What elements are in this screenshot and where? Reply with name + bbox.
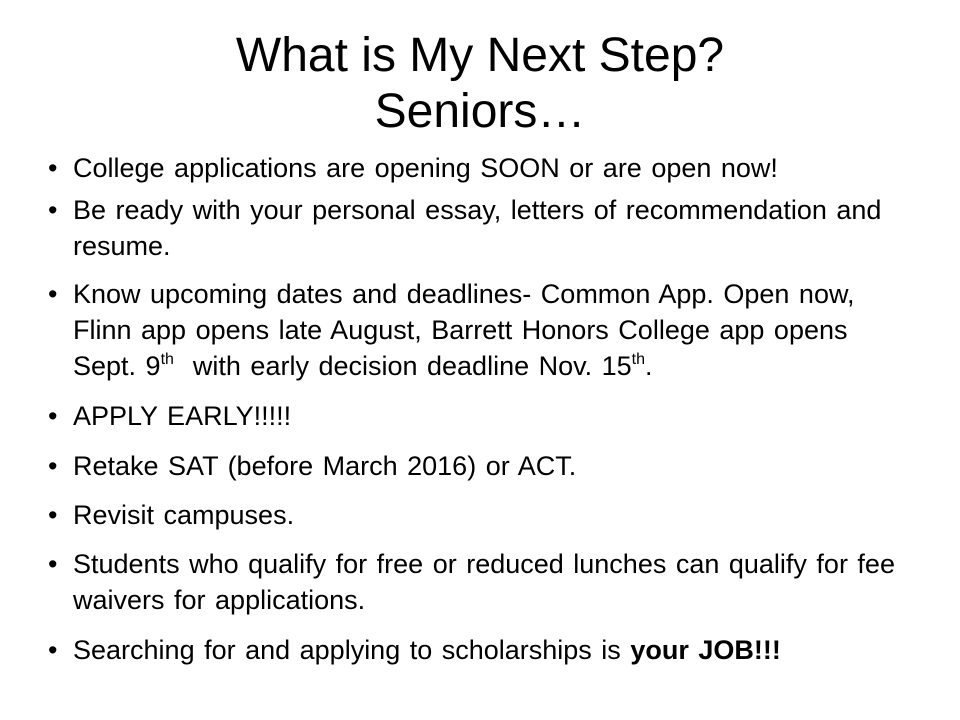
slide-title-line-1: What is My Next Step? <box>235 29 725 82</box>
bullet-fee-waivers <box>48 546 918 618</box>
bullet-text: Be ready with your personal essay, letters of recommendation and resume. <box>73 195 882 261</box>
bullet-emphasis: your JOB!!! <box>630 635 781 665</box>
slide-title-line-2: Seniors… <box>374 85 586 138</box>
bullet-list <box>48 150 918 668</box>
bullet-revisit-campuses <box>48 497 918 533</box>
bullet-text: Revisit campuses. <box>73 500 295 530</box>
bullet-text-part-2: with early decision deadline Nov. 15 <box>173 351 632 381</box>
bullet-text: Retake SAT (before March 2016) or ACT. <box>73 451 577 481</box>
bullet-dates-deadlines <box>48 276 918 384</box>
ordinal-suffix: th <box>631 351 645 368</box>
bullet-be-ready <box>48 192 918 264</box>
bullet-text: Searching for and applying to scholarships is <box>73 635 631 665</box>
ordinal-suffix: th <box>160 351 174 368</box>
bullet-text: APPLY EARLY!!!!! <box>73 401 292 431</box>
bullet-retake-tests <box>48 448 918 484</box>
bullet-applications-open <box>48 150 918 186</box>
bullet-text: Students who qualify for free or reduced lunches can qualify for fee waivers for applications. <box>73 549 895 615</box>
bullet-apply-early <box>48 398 918 434</box>
bullet-text: College applications are opening SOON or are open now! <box>73 153 778 183</box>
bullet-text-part-1: Know upcoming dates and deadlines- Common App. Open now, Flinn app opens late August, Barrett Honors College app opens Sept. 9 <box>73 279 855 381</box>
bullet-text-part-3: . <box>645 351 653 381</box>
slide-title <box>0 28 960 140</box>
bullet-scholarships <box>48 632 918 668</box>
